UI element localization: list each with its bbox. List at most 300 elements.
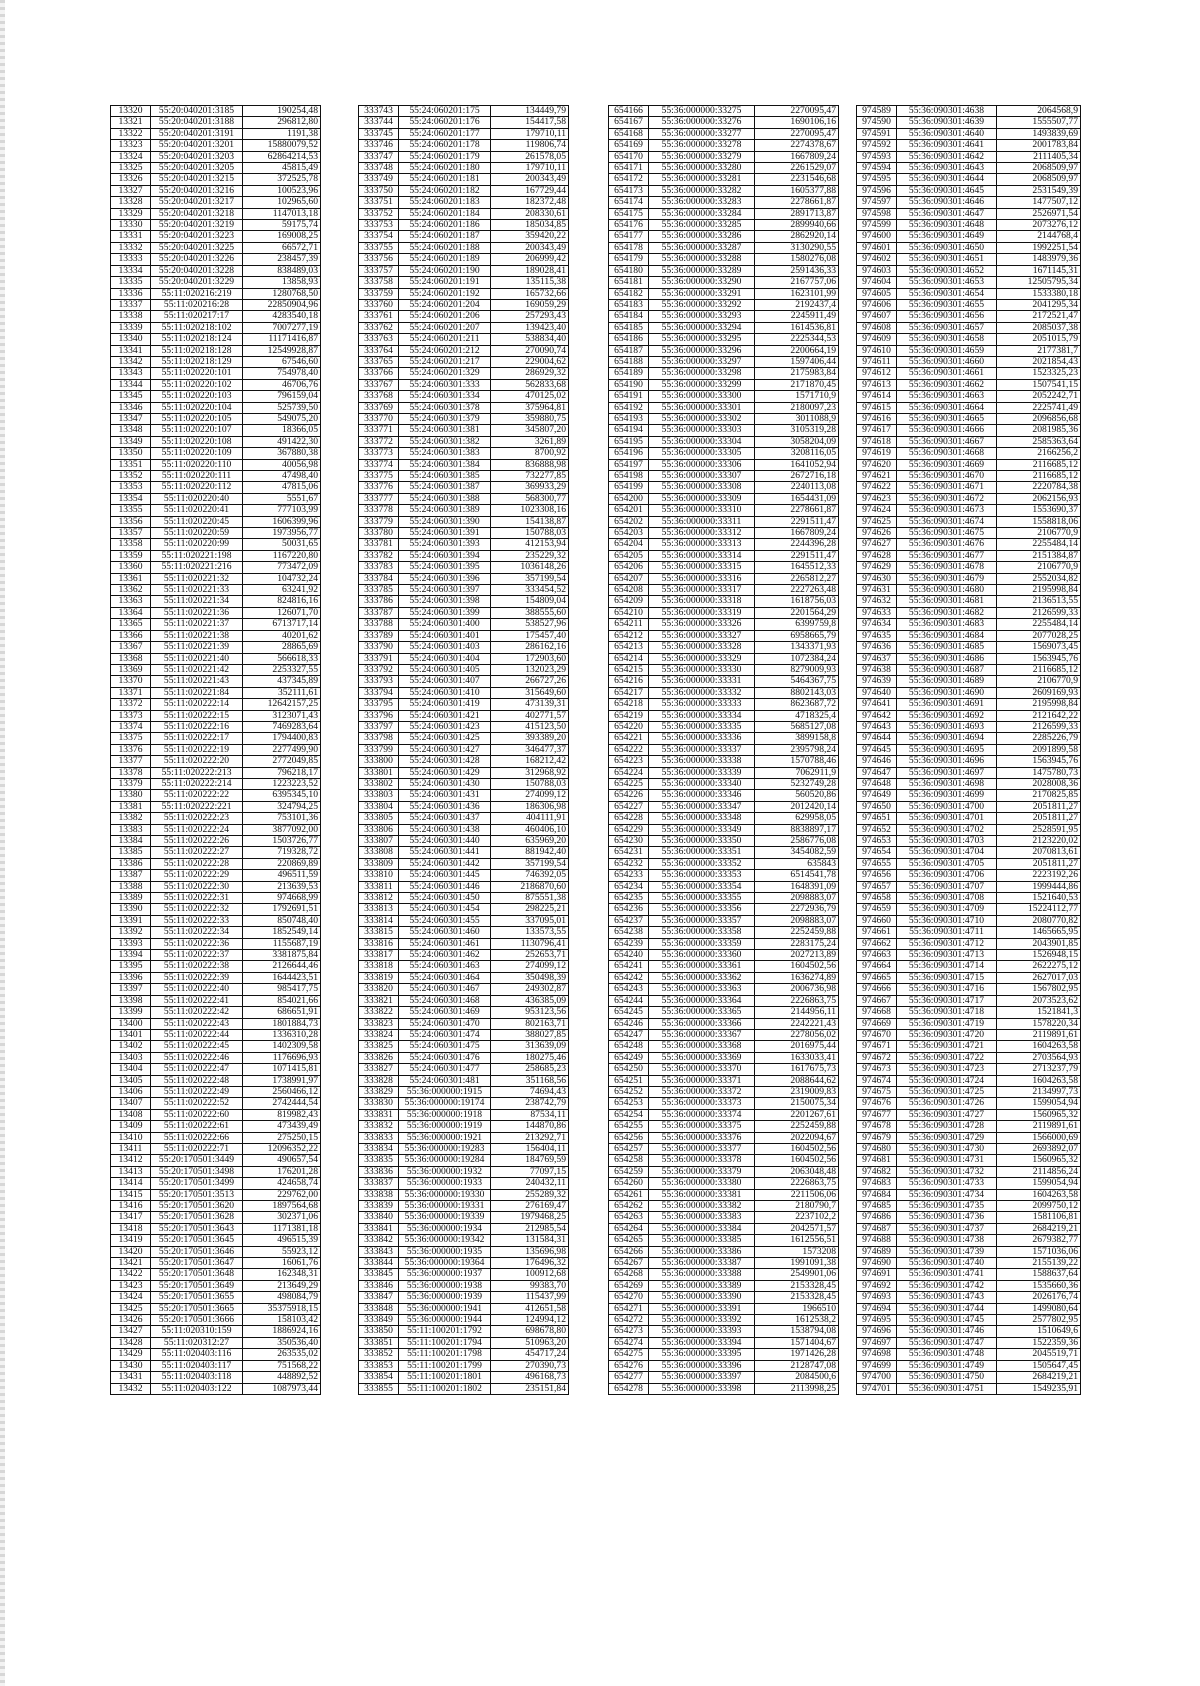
cadastral-value: 16061,76: [243, 1258, 321, 1269]
cadastral-number: 55:36:090301:4663: [897, 391, 997, 402]
cadastral-value: 40056,98: [243, 459, 321, 470]
cadastral-number: 55:11:020222:36: [151, 938, 243, 949]
table-row: [857, 927, 1081, 938]
cadastral-number: 55:36:000000:33275: [649, 106, 755, 117]
table-row: [609, 607, 839, 618]
row-number: 13382: [111, 813, 151, 824]
cadastral-value: 875551,38: [491, 893, 569, 904]
cadastral-value: 3261,89: [491, 436, 569, 447]
table-row: [609, 379, 839, 390]
table-row: [609, 801, 839, 812]
row-number: 13403: [111, 1052, 151, 1063]
table-row: [359, 1326, 569, 1337]
table-row: [609, 242, 839, 253]
table-row: [111, 927, 321, 938]
table-row: [857, 345, 1081, 356]
row-number: 654242: [609, 972, 649, 983]
row-number: 13367: [111, 642, 151, 653]
cadastral-value: 746392,05: [491, 870, 569, 881]
row-number: 333797: [359, 721, 399, 732]
cadastral-number: 55:11:020220:99: [151, 539, 243, 550]
row-number: 974653: [857, 836, 897, 847]
table-row: [359, 858, 569, 869]
cadastral-value: 1604263,58: [997, 1041, 1081, 1052]
cadastral-number: 55:24:060301:398: [399, 596, 491, 607]
cadastral-value: 850748,40: [243, 915, 321, 926]
row-number: 654277: [609, 1372, 649, 1383]
cadastral-value: 156404,11: [491, 1143, 569, 1154]
table-row: [359, 1235, 569, 1246]
cadastral-value: 2742444,54: [243, 1098, 321, 1109]
row-number: 333750: [359, 185, 399, 196]
row-number: 333809: [359, 858, 399, 869]
cadastral-number: 55:11:020221:33: [151, 585, 243, 596]
cadastral-value: 1792691,51: [243, 904, 321, 915]
row-number: 974673: [857, 1064, 897, 1075]
cadastral-number: 55:36:090301:4718: [897, 1007, 997, 1018]
cadastral-number: 55:36:000000:33281: [649, 174, 755, 185]
row-number: 333784: [359, 573, 399, 584]
row-number: 654247: [609, 1029, 649, 1040]
cadastral-number: 55:11:020222:45: [151, 1041, 243, 1052]
table-row: [359, 174, 569, 185]
cadastral-number: 55:36:090301:4721: [897, 1041, 997, 1052]
table-row: [857, 459, 1081, 470]
row-number: 974654: [857, 847, 897, 858]
row-number: 13337: [111, 299, 151, 310]
cadastral-number: 55:20:170501:3449: [151, 1155, 243, 1166]
cadastral-number: 55:24:060301:429: [399, 767, 491, 778]
row-number: 333790: [359, 642, 399, 653]
row-number: 974697: [857, 1337, 897, 1348]
cadastral-number: 55:36:090301:4701: [897, 813, 997, 824]
cadastral-number: 55:24:060301:384: [399, 459, 491, 470]
row-number: 333842: [359, 1235, 399, 1246]
table-row: [857, 1121, 1081, 1132]
row-number: 333837: [359, 1178, 399, 1189]
row-number: 13322: [111, 128, 151, 139]
row-number: 654261: [609, 1189, 649, 1200]
cadastral-value: 315649,60: [491, 687, 569, 698]
row-number: 974642: [857, 710, 897, 721]
cadastral-number: 55:20:040201:3225: [151, 242, 243, 253]
cadastral-number: 55:24:060301:463: [399, 961, 491, 972]
cadastral-value: 974668,99: [243, 893, 321, 904]
table-row: [857, 1098, 1081, 1109]
cadastral-number: 55:36:090301:4646: [897, 197, 997, 208]
table-row: [111, 767, 321, 778]
cadastral-number: 55:36:000000:1915: [399, 1086, 491, 1097]
row-number: 13391: [111, 915, 151, 926]
cadastral-value: 2278661,87: [755, 505, 839, 516]
cadastral-number: 55:11:020220:101: [151, 368, 243, 379]
table-row: [359, 1166, 569, 1177]
table-row: [609, 1018, 839, 1029]
cadastral-value: 2043901,85: [997, 938, 1081, 949]
row-number: 13430: [111, 1360, 151, 1371]
cadastral-value: 1130796,41: [491, 938, 569, 949]
cadastral-value: 796159,04: [243, 391, 321, 402]
cadastral-value: 2622275,12: [997, 961, 1081, 972]
cadastral-value: 402771,57: [491, 710, 569, 721]
row-number: 974617: [857, 425, 897, 436]
table-row: [857, 174, 1081, 185]
cadastral-value: 2068509,97: [997, 163, 1081, 174]
cadastral-value: 213292,71: [491, 1132, 569, 1143]
cadastral-number: 55:11:020220:45: [151, 516, 243, 527]
cadastral-number: 55:24:060301:421: [399, 710, 491, 721]
table-row: [609, 1360, 839, 1371]
row-number: 333789: [359, 630, 399, 641]
cadastral-value: 796218,17: [243, 767, 321, 778]
cadastral-value: 2119891,61: [997, 1029, 1081, 1040]
cadastral-number: 55:11:020222:26: [151, 836, 243, 847]
row-number: 654204: [609, 539, 649, 550]
row-number: 974629: [857, 562, 897, 573]
cadastral-value: 1167220,80: [243, 550, 321, 561]
cadastral-number: 55:20:040201:3223: [151, 231, 243, 242]
cadastral-number: 55:20:040201:3216: [151, 185, 243, 196]
cadastral-number: 55:24:060301:475: [399, 1041, 491, 1052]
row-number: 333844: [359, 1258, 399, 1269]
row-number: 13329: [111, 208, 151, 219]
table-row: [609, 1372, 839, 1383]
cadastral-value: 7469283,64: [243, 721, 321, 732]
row-number: 974667: [857, 995, 897, 1006]
cadastral-value: 66572,71: [243, 242, 321, 253]
row-number: 654260: [609, 1178, 649, 1189]
cadastral-number: 55:11:020222:40: [151, 984, 243, 995]
table-row: [111, 197, 321, 208]
table-row: [359, 402, 569, 413]
cadastral-number: 55:11:020222:20: [151, 756, 243, 767]
cadastral-number: 55:11:020220:104: [151, 402, 243, 413]
row-number: 974692: [857, 1280, 897, 1291]
cadastral-value: 824816,16: [243, 596, 321, 607]
row-number: 654202: [609, 516, 649, 527]
cadastral-value: 350498,39: [491, 972, 569, 983]
row-number: 654244: [609, 995, 649, 1006]
row-number: 13361: [111, 573, 151, 584]
table-row: [857, 1178, 1081, 1189]
table-row: [609, 1109, 839, 1120]
table-row: [609, 1178, 839, 1189]
cadastral-number: 55:36:090301:4738: [897, 1235, 997, 1246]
row-number: 13428: [111, 1337, 151, 1348]
table-row: [111, 1337, 321, 1348]
cadastral-number: 55:24:060301:464: [399, 972, 491, 983]
cadastral-value: 2085037,38: [997, 322, 1081, 333]
cadastral-value: 388555,60: [491, 607, 569, 618]
cadastral-value: 74694,43: [491, 1086, 569, 1097]
cadastral-number: 55:11:020220:109: [151, 448, 243, 459]
table-row: [609, 1292, 839, 1303]
cadastral-number: 55:36:090301:4696: [897, 756, 997, 767]
row-number: 13353: [111, 482, 151, 493]
cadastral-value: 115437,99: [491, 1292, 569, 1303]
row-number: 654262: [609, 1201, 649, 1212]
cadastral-number: 55:36:090301:4645: [897, 185, 997, 196]
cadastral-number: 55:36:000000:1938: [399, 1280, 491, 1291]
cadastral-number: 55:36:090301:4735: [897, 1201, 997, 1212]
cadastral-number: 55:36:090301:4670: [897, 471, 997, 482]
row-number: 974590: [857, 117, 897, 128]
cadastral-number: 55:11:020221:36: [151, 607, 243, 618]
cadastral-value: 836888,98: [491, 459, 569, 470]
table-row: [111, 356, 321, 367]
row-number: 333850: [359, 1326, 399, 1337]
cadastral-value: 2211506,06: [755, 1189, 839, 1200]
cadastral-value: 45815,49: [243, 163, 321, 174]
row-number: 654270: [609, 1292, 649, 1303]
cadastral-value: 2081985,36: [997, 425, 1081, 436]
cadastral-number: 55:36:000000:33353: [649, 870, 755, 881]
cadastral-number: 55:11:020222:44: [151, 1029, 243, 1040]
cadastral-number: 55:24:060301:379: [399, 413, 491, 424]
cadastral-value: 1897564,68: [243, 1201, 321, 1212]
cadastral-value: 491422,30: [243, 436, 321, 447]
cadastral-number: 55:36:000000:33395: [649, 1349, 755, 1360]
row-number: 333752: [359, 208, 399, 219]
row-number: 13357: [111, 528, 151, 539]
row-number: 333800: [359, 756, 399, 767]
table-row: [857, 231, 1081, 242]
cadastral-number: 55:36:090301:4750: [897, 1372, 997, 1383]
cadastral-number: 55:36:000000:33330: [649, 664, 755, 675]
cadastral-value: 8838897,17: [755, 824, 839, 835]
row-number: 974678: [857, 1121, 897, 1132]
cadastral-number: 55:24:060301:393: [399, 539, 491, 550]
cadastral-number: 55:36:000000:33383: [649, 1212, 755, 1223]
row-number: 333764: [359, 345, 399, 356]
cadastral-value: 1523325,23: [997, 368, 1081, 379]
table-row: [359, 972, 569, 983]
cadastral-number: 55:24:060301:474: [399, 1029, 491, 1040]
cadastral-number: 55:36:000000:19283: [399, 1143, 491, 1154]
row-number: 654175: [609, 208, 649, 219]
cadastral-number: 55:36:090301:4677: [897, 550, 997, 561]
cadastral-number: 55:36:000000:33335: [649, 721, 755, 732]
cadastral-value: 2077028,25: [997, 630, 1081, 641]
row-number: 13354: [111, 493, 151, 504]
cadastral-number: 55:36:090301:4730: [897, 1143, 997, 1154]
row-number: 333820: [359, 984, 399, 995]
row-number: 333747: [359, 151, 399, 162]
table-row: [111, 1201, 321, 1212]
row-number: 333836: [359, 1166, 399, 1177]
cadastral-value: 1336310,28: [243, 1029, 321, 1040]
cadastral-number: 55:36:090301:4734: [897, 1189, 997, 1200]
cadastral-number: 55:36:090301:4689: [897, 676, 997, 687]
cadastral-number: 55:24:060201:187: [399, 231, 491, 242]
row-number: 13408: [111, 1109, 151, 1120]
table-row: [609, 391, 839, 402]
cadastral-number: 55:36:090301:4695: [897, 744, 997, 755]
cadastral-number: 55:20:040201:3218: [151, 208, 243, 219]
cadastral-number: 55:11:020222:16: [151, 721, 243, 732]
cadastral-number: 55:24:060301:461: [399, 938, 491, 949]
table-row: [359, 995, 569, 1006]
table-row: [609, 1212, 839, 1223]
row-number: 654225: [609, 778, 649, 789]
table-row: [359, 505, 569, 516]
row-number: 654194: [609, 425, 649, 436]
table-row: [609, 881, 839, 892]
cadastral-number: 55:36:090301:4678: [897, 562, 997, 573]
cadastral-number: 55:36:090301:4700: [897, 801, 997, 812]
table-row: [609, 687, 839, 698]
cadastral-value: 1667809,24: [755, 151, 839, 162]
cadastral-number: 55:11:020222:31: [151, 893, 243, 904]
table-row: [111, 402, 321, 413]
row-number: 333811: [359, 881, 399, 892]
cadastral-value: 2862920,14: [755, 231, 839, 242]
table-row: [857, 1360, 1081, 1371]
row-number: 13333: [111, 254, 151, 265]
cadastral-number: 55:24:060201:184: [399, 208, 491, 219]
cadastral-value: 1604502,56: [755, 1155, 839, 1166]
cadastral-value: 186306,98: [491, 801, 569, 812]
cadastral-value: 777103,99: [243, 505, 321, 516]
cadastral-value: 1553690,37: [997, 505, 1081, 516]
cadastral-value: 2237102,2: [755, 1212, 839, 1223]
cadastral-value: 350536,40: [243, 1337, 321, 1348]
row-number: 333855: [359, 1383, 399, 1394]
cadastral-value: 255289,32: [491, 1189, 569, 1200]
row-number: 654220: [609, 721, 649, 732]
cadastral-number: 55:24:060201:211: [399, 334, 491, 345]
cadastral-number: 55:11:020222:61: [151, 1121, 243, 1132]
cadastral-number: 55:20:040201:3191: [151, 128, 243, 139]
cadastral-number: 55:36:000000:19174: [399, 1098, 491, 1109]
cadastral-number: 55:36:000000:33355: [649, 893, 755, 904]
table-row: [857, 995, 1081, 1006]
table-row: [359, 630, 569, 641]
row-number: 13418: [111, 1223, 151, 1234]
cadastral-value: 2291511,47: [755, 550, 839, 561]
row-number: 333763: [359, 334, 399, 345]
row-number: 654268: [609, 1269, 649, 1280]
row-number: 13398: [111, 995, 151, 1006]
row-number: 13384: [111, 836, 151, 847]
row-number: 974691: [857, 1269, 897, 1280]
cadastral-value: 1477507,12: [997, 197, 1081, 208]
row-number: 333746: [359, 140, 399, 151]
table-row: [111, 140, 321, 151]
cadastral-value: 99383,70: [491, 1280, 569, 1291]
cadastral-number: 55:36:000000:33378: [649, 1155, 755, 1166]
row-number: 13328: [111, 197, 151, 208]
cadastral-value: 1503726,77: [243, 836, 321, 847]
row-number: 654171: [609, 163, 649, 174]
cadastral-value: 3208116,05: [755, 448, 839, 459]
table-row: [359, 482, 569, 493]
cadastral-value: 263535,02: [243, 1349, 321, 1360]
cadastral-number: 55:36:000000:33302: [649, 413, 755, 424]
row-number: 654180: [609, 265, 649, 276]
cadastral-value: 258685,23: [491, 1064, 569, 1075]
row-number: 654201: [609, 505, 649, 516]
cadastral-value: 2106770,9: [997, 528, 1081, 539]
table-row: [359, 1337, 569, 1348]
table-row: [359, 299, 569, 310]
table-row: [359, 699, 569, 710]
cadastral-value: 751568,22: [243, 1360, 321, 1371]
cadastral-value: 2577802,95: [997, 1315, 1081, 1326]
row-number: 13334: [111, 265, 151, 276]
table-row: [857, 847, 1081, 858]
cadastral-value: 7007277,19: [243, 322, 321, 333]
cadastral-number: 55:11:020222:37: [151, 950, 243, 961]
cadastral-number: 55:24:060301:387: [399, 482, 491, 493]
cadastral-number: 55:11:020310:159: [151, 1326, 243, 1337]
table-row: [359, 151, 569, 162]
table-row: [857, 1235, 1081, 1246]
table-row: [857, 1212, 1081, 1223]
cadastral-value: 2253327,55: [243, 664, 321, 675]
row-number: 13397: [111, 984, 151, 995]
cadastral-value: 1617675,73: [755, 1064, 839, 1075]
table-row: [111, 1189, 321, 1200]
table-row: [857, 1349, 1081, 1360]
cadastral-number: 55:11:020216:219: [151, 288, 243, 299]
cadastral-value: 46706,76: [243, 379, 321, 390]
cadastral-value: 2091899,58: [997, 744, 1081, 755]
cadastral-value: 1036148,26: [491, 562, 569, 573]
cadastral-number: 55:24:060301:476: [399, 1052, 491, 1063]
table-row: [857, 550, 1081, 561]
cadastral-value: 1087973,44: [243, 1383, 321, 1394]
row-number: 333839: [359, 1201, 399, 1212]
cadastral-value: 165732,66: [491, 288, 569, 299]
row-number: 654214: [609, 653, 649, 664]
cadastral-value: 50031,65: [243, 539, 321, 550]
cadastral-number: 55:36:000000:33294: [649, 322, 755, 333]
cadastral-value: 635843: [755, 858, 839, 869]
cadastral-value: 2022094,67: [755, 1132, 839, 1143]
cadastral-number: 55:36:090301:4682: [897, 607, 997, 618]
table-row: [111, 847, 321, 858]
cadastral-value: 126071,70: [243, 607, 321, 618]
cadastral-value: 2116685,12: [997, 459, 1081, 470]
row-number: 974594: [857, 163, 897, 174]
cadastral-number: 55:24:060301:391: [399, 528, 491, 539]
table-row: [857, 1086, 1081, 1097]
cadastral-number: 55:11:020222:24: [151, 824, 243, 835]
row-number: 654173: [609, 185, 649, 196]
cadastral-number: 55:11:020403:122: [151, 1383, 243, 1394]
cadastral-number: 55:36:000000:33282: [649, 185, 755, 196]
cadastral-value: 2167757,06: [755, 277, 839, 288]
cadastral-value: 2242221,43: [755, 1018, 839, 1029]
table-row: [111, 995, 321, 1006]
row-number: 333792: [359, 664, 399, 675]
cadastral-value: 566618,33: [243, 653, 321, 664]
cadastral-number: 55:36:090301:4727: [897, 1109, 997, 1120]
row-number: 654177: [609, 231, 649, 242]
cadastral-number: 55:11:020222:43: [151, 1018, 243, 1029]
cadastral-value: 154138,87: [491, 516, 569, 527]
cadastral-number: 55:36:000000:33374: [649, 1109, 755, 1120]
cadastral-number: 55:36:090301:4685: [897, 642, 997, 653]
row-number: 974599: [857, 220, 897, 231]
cadastral-number: 55:36:000000:33360: [649, 950, 755, 961]
cadastral-value: 2201267,61: [755, 1109, 839, 1120]
cadastral-number: 55:24:060301:454: [399, 904, 491, 915]
row-number: 654178: [609, 242, 649, 253]
row-number: 13340: [111, 334, 151, 345]
table-row: [609, 288, 839, 299]
